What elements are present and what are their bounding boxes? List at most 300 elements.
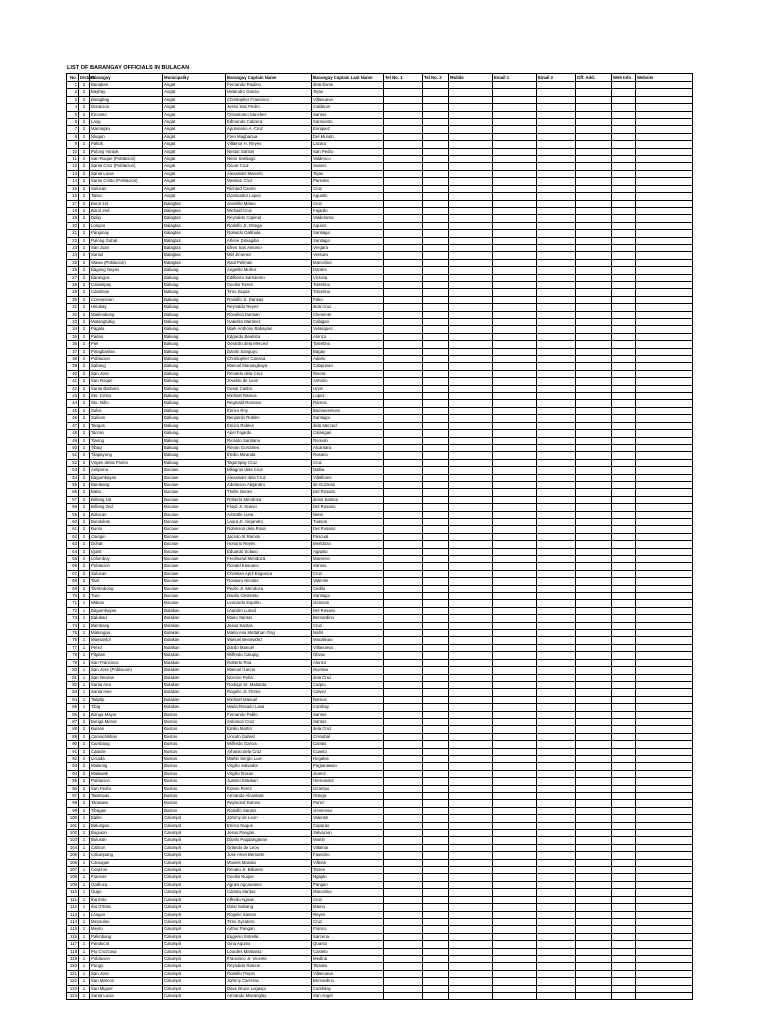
table-cell — [537, 141, 576, 148]
table-cell — [537, 215, 576, 222]
table-cell — [449, 89, 493, 96]
table-cell: Edilberto Sarmiento — [226, 274, 312, 281]
table-cell: Bustos — [163, 733, 226, 740]
table-cell: Eranio Perez — [226, 785, 312, 792]
table-cell — [423, 82, 449, 89]
table-row — [67, 837, 693, 844]
table-cell — [576, 763, 612, 770]
table-cell — [636, 274, 693, 281]
table-cell: Piel — [90, 341, 163, 348]
table-cell — [636, 837, 693, 844]
table-cell: Gina Aquino — [226, 941, 312, 948]
table-cell — [449, 933, 493, 940]
table-cell — [423, 259, 449, 266]
table-cell: Jesus Santos — [226, 622, 312, 629]
table-cell: Catulinan — [90, 289, 163, 296]
table-cell: Buenaventura — [312, 407, 384, 414]
table-cell — [449, 667, 493, 674]
table-cell: 88 — [67, 726, 79, 733]
table-cell: Angat — [163, 96, 226, 103]
table-cell — [423, 822, 449, 829]
table-cell — [493, 793, 537, 800]
table-cell — [493, 348, 537, 355]
table-cell: Manuel Garcia — [226, 667, 312, 674]
table-cell: 1 — [79, 696, 90, 703]
table-cell: Dalig — [90, 215, 163, 222]
table-cell — [493, 822, 537, 829]
table-cell: 20 — [67, 222, 79, 229]
table-cell: 2 — [79, 289, 90, 296]
table-cell — [449, 696, 493, 703]
table-cell: 1 — [79, 674, 90, 681]
table-cell — [612, 748, 636, 755]
table-row — [67, 763, 693, 770]
table-cell: Mark Anthony Babaylan — [226, 326, 312, 333]
table-cell: Borol 2nd — [90, 207, 163, 214]
table-cell: 52 — [67, 459, 79, 466]
table-cell: 2 — [79, 400, 90, 407]
table-cell — [537, 585, 576, 592]
table-cell — [537, 600, 576, 607]
table-cell — [449, 889, 493, 896]
table-cell — [612, 111, 636, 118]
table-cell: Jacinto III Ramos — [226, 533, 312, 540]
table-cell: Ramos — [312, 696, 384, 703]
table-cell — [537, 533, 576, 540]
table-cell — [423, 133, 449, 140]
table-cell: Nestor Santos — [226, 148, 312, 155]
table-cell — [576, 615, 612, 622]
table-cell — [493, 444, 537, 451]
table-cell: Santa Lucia — [90, 170, 163, 177]
table-cell: Tamala — [312, 963, 384, 970]
table-cell — [537, 948, 576, 955]
table-cell — [384, 370, 423, 377]
table-cell: 1 — [79, 852, 90, 859]
table-cell — [384, 200, 423, 207]
table-cell — [537, 304, 576, 311]
table-cell — [449, 496, 493, 503]
table-cell — [384, 385, 423, 392]
table-cell — [493, 304, 537, 311]
table-cell — [449, 755, 493, 762]
table-cell — [493, 393, 537, 400]
table-cell: Wilfredo Calupig — [226, 652, 312, 659]
table-cell — [423, 96, 449, 103]
table-cell — [384, 859, 423, 866]
table-cell — [423, 563, 449, 570]
table-cell — [636, 992, 693, 999]
table-cell — [493, 119, 537, 126]
table-row — [67, 955, 693, 962]
table-cell: 86 — [67, 711, 79, 718]
table-row — [67, 481, 693, 488]
table-cell — [493, 755, 537, 762]
table-cell: 14 — [67, 178, 79, 185]
table-row — [67, 178, 693, 185]
table-row — [67, 363, 693, 370]
table-cell — [423, 141, 449, 148]
table-cell — [636, 281, 693, 288]
table-cell — [423, 607, 449, 614]
table-cell: Tanawan — [90, 800, 163, 807]
table-cell — [384, 326, 423, 333]
table-cell — [576, 970, 612, 977]
table-cell — [449, 793, 493, 800]
table-cell — [636, 570, 693, 577]
table-cell: 2 — [79, 778, 90, 785]
table-cell — [636, 489, 693, 496]
table-cell — [449, 711, 493, 718]
table-cell — [537, 96, 576, 103]
table-cell: Adelacion Alejandro — [226, 481, 312, 488]
table-cell: Calumpit — [163, 978, 226, 985]
table-cell: 2 — [79, 341, 90, 348]
table-row — [67, 207, 693, 214]
table-cell — [537, 822, 576, 829]
table-cell — [636, 200, 693, 207]
table-cell: Rodolfo Jr. Dansay — [226, 296, 312, 303]
table-cell: Bagay — [312, 348, 384, 355]
table-cell: Makinabang — [90, 311, 163, 318]
table-cell — [493, 778, 537, 785]
table-cell: 2 — [79, 489, 90, 496]
table-cell — [612, 193, 636, 200]
table-cell: dela Esme — [312, 82, 384, 89]
table-cell — [423, 904, 449, 911]
table-cell — [449, 400, 493, 407]
table-cell: Barangca — [90, 274, 163, 281]
table-cell — [636, 541, 693, 548]
table-cell — [576, 259, 612, 266]
table-row — [67, 393, 693, 400]
table-cell — [576, 541, 612, 548]
table-cell — [423, 807, 449, 814]
table-cell: Calvez — [312, 689, 384, 696]
table-row — [67, 230, 693, 237]
table-cell: Ngajan — [312, 874, 384, 881]
table-cell: 2 — [79, 718, 90, 725]
table-cell: 108 — [67, 874, 79, 881]
table-cell — [537, 970, 576, 977]
table-row — [67, 348, 693, 355]
table-cell — [612, 104, 636, 111]
table-cell — [576, 696, 612, 703]
table-cell — [449, 955, 493, 962]
table-cell — [636, 644, 693, 651]
table-cell — [576, 548, 612, 555]
table-cell — [636, 704, 693, 711]
table-cell — [384, 511, 423, 518]
table-cell — [423, 889, 449, 896]
table-cell — [384, 304, 423, 311]
table-cell: Caniogan — [90, 859, 163, 866]
table-cell — [636, 815, 693, 822]
column-header: Barangay Captain Last Name — [312, 74, 384, 82]
table-cell: 4 — [67, 104, 79, 111]
table-cell — [576, 496, 612, 503]
table-cell — [636, 926, 693, 933]
table-cell: Alcantara — [312, 444, 384, 451]
table-cell — [449, 444, 493, 451]
table-cell: Aristotle Luna — [226, 511, 312, 518]
table-cell — [493, 82, 537, 89]
table-cell: Alexander Marcelo — [226, 170, 312, 177]
table-cell — [423, 659, 449, 666]
table-cell — [612, 281, 636, 288]
table-cell: 2 — [79, 711, 90, 718]
table-cell — [612, 904, 636, 911]
table-cell — [493, 407, 537, 414]
officials-table — [66, 73, 693, 1000]
table-cell: 1 — [79, 978, 90, 985]
table-cell: San Pedro — [312, 148, 384, 155]
table-cell: Cristobal — [312, 733, 384, 740]
table-cell: Alonzo — [312, 659, 384, 666]
table-cell — [636, 348, 693, 355]
table-cell — [636, 119, 693, 126]
table-cell — [537, 267, 576, 274]
table-cell — [449, 533, 493, 540]
table-cell — [537, 852, 576, 859]
table-cell: 47 — [67, 422, 79, 429]
table-cell — [384, 185, 423, 192]
table-cell — [423, 793, 449, 800]
table-cell — [612, 704, 636, 711]
table-cell: Clemente — [312, 311, 384, 318]
table-cell — [537, 385, 576, 392]
table-cell: 36 — [67, 341, 79, 348]
table-cell: 68 — [67, 578, 79, 585]
table-cell — [612, 637, 636, 644]
table-cell: Angat — [163, 170, 226, 177]
table-cell: 95 — [67, 778, 79, 785]
table-cell — [576, 341, 612, 348]
table-cell: Calumpit — [163, 918, 226, 925]
table-cell — [493, 89, 537, 96]
table-cell: Olivas — [312, 652, 384, 659]
table-cell — [449, 822, 493, 829]
table-cell: 2 — [79, 518, 90, 525]
table-cell — [493, 415, 537, 422]
table-cell — [537, 170, 576, 177]
table-cell: Juarez — [312, 770, 384, 777]
table-row — [67, 992, 693, 999]
table-row — [67, 333, 693, 340]
table-cell: 58 — [67, 504, 79, 511]
table-cell — [449, 141, 493, 148]
table-cell: 1 — [79, 837, 90, 844]
table-cell: Cruz — [312, 622, 384, 629]
table-cell: Cambay — [312, 704, 384, 711]
table-cell — [423, 852, 449, 859]
table-cell: Rodolfo Santos — [226, 807, 312, 814]
table-cell — [576, 600, 612, 607]
table-cell — [612, 674, 636, 681]
table-cell — [636, 319, 693, 326]
table-cell: Cambilay — [312, 985, 384, 992]
table-cell: 1 — [79, 822, 90, 829]
table-cell: Baliuag — [163, 289, 226, 296]
table-cell — [493, 830, 537, 837]
table-row — [67, 259, 693, 266]
table-cell: Melandro Garcia — [226, 89, 312, 96]
table-cell — [612, 148, 636, 155]
table-cell: Santos — [312, 563, 384, 570]
table-cell: Fernando Pablo — [226, 711, 312, 718]
table-cell — [612, 393, 636, 400]
table-cell: Encanto — [90, 111, 163, 118]
table-cell — [636, 881, 693, 888]
table-cell — [493, 652, 537, 659]
table-cell: Bocaue — [163, 474, 226, 481]
table-cell — [384, 489, 423, 496]
table-cell — [576, 689, 612, 696]
table-cell — [636, 681, 693, 688]
table-cell — [493, 141, 537, 148]
table-cell: Calantipay — [90, 281, 163, 288]
table-cell — [612, 970, 636, 977]
table-cell: Calumpang — [90, 852, 163, 859]
table-cell — [384, 970, 423, 977]
table-cell — [537, 89, 576, 96]
table-cell — [537, 815, 576, 822]
table-row — [67, 600, 693, 607]
table-row — [67, 133, 693, 140]
table-cell — [576, 844, 612, 851]
table-cell — [493, 496, 537, 503]
table-cell — [537, 400, 576, 407]
table-cell — [576, 992, 612, 999]
table-cell: Bocaue — [163, 563, 226, 570]
table-cell — [537, 244, 576, 251]
table-cell: Efren San Antonio — [226, 244, 312, 251]
table-cell: Bustos — [163, 800, 226, 807]
table-row — [67, 778, 693, 785]
table-cell — [612, 963, 636, 970]
table-cell — [576, 918, 612, 925]
table-cell: Dantes — [312, 267, 384, 274]
table-cell — [612, 230, 636, 237]
table-cell — [423, 281, 449, 288]
table-cell: Balite — [90, 815, 163, 822]
table-cell — [384, 830, 423, 837]
table-cell: 11 — [67, 156, 79, 163]
table-cell — [576, 370, 612, 377]
table-cell: Tejas — [312, 89, 384, 96]
table-cell: 1 — [79, 867, 90, 874]
table-cell: Bagong Nayon — [90, 267, 163, 274]
table-cell: Angat — [163, 141, 226, 148]
table-cell — [612, 556, 636, 563]
table-cell: 2 — [79, 526, 90, 533]
table-cell — [636, 126, 693, 133]
table-cell — [449, 556, 493, 563]
table-cell — [537, 837, 576, 844]
table-cell: Santa Ana — [90, 681, 163, 688]
table-cell — [636, 304, 693, 311]
table-cell: 1 — [79, 607, 90, 614]
table-cell: Calumpit — [163, 867, 226, 874]
table-cell — [493, 622, 537, 629]
table-cell — [384, 644, 423, 651]
table-cell — [384, 281, 423, 288]
table-cell: 2 — [79, 770, 90, 777]
table-cell: 21 — [67, 230, 79, 237]
table-cell: Calumpit — [163, 859, 226, 866]
table-cell: Bustos — [163, 711, 226, 718]
table-cell: Bulakan — [163, 652, 226, 659]
table-cell — [423, 755, 449, 762]
table-row — [67, 681, 693, 688]
table-cell — [636, 252, 693, 259]
table-row — [67, 933, 693, 940]
table-cell: Bustos — [163, 755, 226, 762]
table-cell: Sulucan — [90, 185, 163, 192]
table-cell: 2 — [79, 407, 90, 414]
table-cell: 84 — [67, 696, 79, 703]
table-cell — [384, 430, 423, 437]
table-cell: Baliuag — [163, 363, 226, 370]
table-cell — [612, 326, 636, 333]
table-cell — [612, 489, 636, 496]
table-cell — [423, 978, 449, 985]
table-cell: Angat — [163, 89, 226, 96]
table-cell — [423, 170, 449, 177]
table-cell — [384, 207, 423, 214]
table-cell — [423, 304, 449, 311]
table-cell — [384, 244, 423, 251]
table-cell — [384, 570, 423, 577]
table-cell — [384, 156, 423, 163]
table-cell — [449, 941, 493, 948]
table-cell — [493, 533, 537, 540]
table-cell: Bocaue — [163, 481, 226, 488]
table-cell — [537, 437, 576, 444]
table-cell — [576, 393, 612, 400]
table-cell — [384, 992, 423, 999]
table-cell — [493, 148, 537, 155]
table-cell — [612, 859, 636, 866]
table-cell — [449, 615, 493, 622]
table-cell — [493, 570, 537, 577]
table-cell — [576, 141, 612, 148]
table-row — [67, 852, 693, 859]
table-cell: Bocaue — [163, 570, 226, 577]
table-cell: Baliuag — [163, 356, 226, 363]
table-cell: Ocampo — [312, 785, 384, 792]
table-cell — [636, 978, 693, 985]
table-cell: Calderon — [312, 104, 384, 111]
table-cell — [449, 274, 493, 281]
table-row — [67, 948, 693, 955]
table-cell: Juanito Esteban — [226, 778, 312, 785]
table-cell: Sulucan — [90, 570, 163, 577]
table-cell — [493, 630, 537, 637]
table-cell: Roberto Mendoza — [226, 496, 312, 503]
table-cell: Jesse San Pedro — [226, 104, 312, 111]
table-cell: Calumpit — [163, 822, 226, 829]
table-row — [67, 674, 693, 681]
table-cell — [449, 733, 493, 740]
table-cell: San Francisco — [90, 659, 163, 666]
table-cell: Isabelito Martinez — [226, 319, 312, 326]
table-cell: Bocaue — [163, 504, 226, 511]
table-cell: Canlas — [312, 741, 384, 748]
table-cell — [537, 711, 576, 718]
table-cell: Rolando Gabbula — [226, 230, 312, 237]
table-cell — [612, 156, 636, 163]
